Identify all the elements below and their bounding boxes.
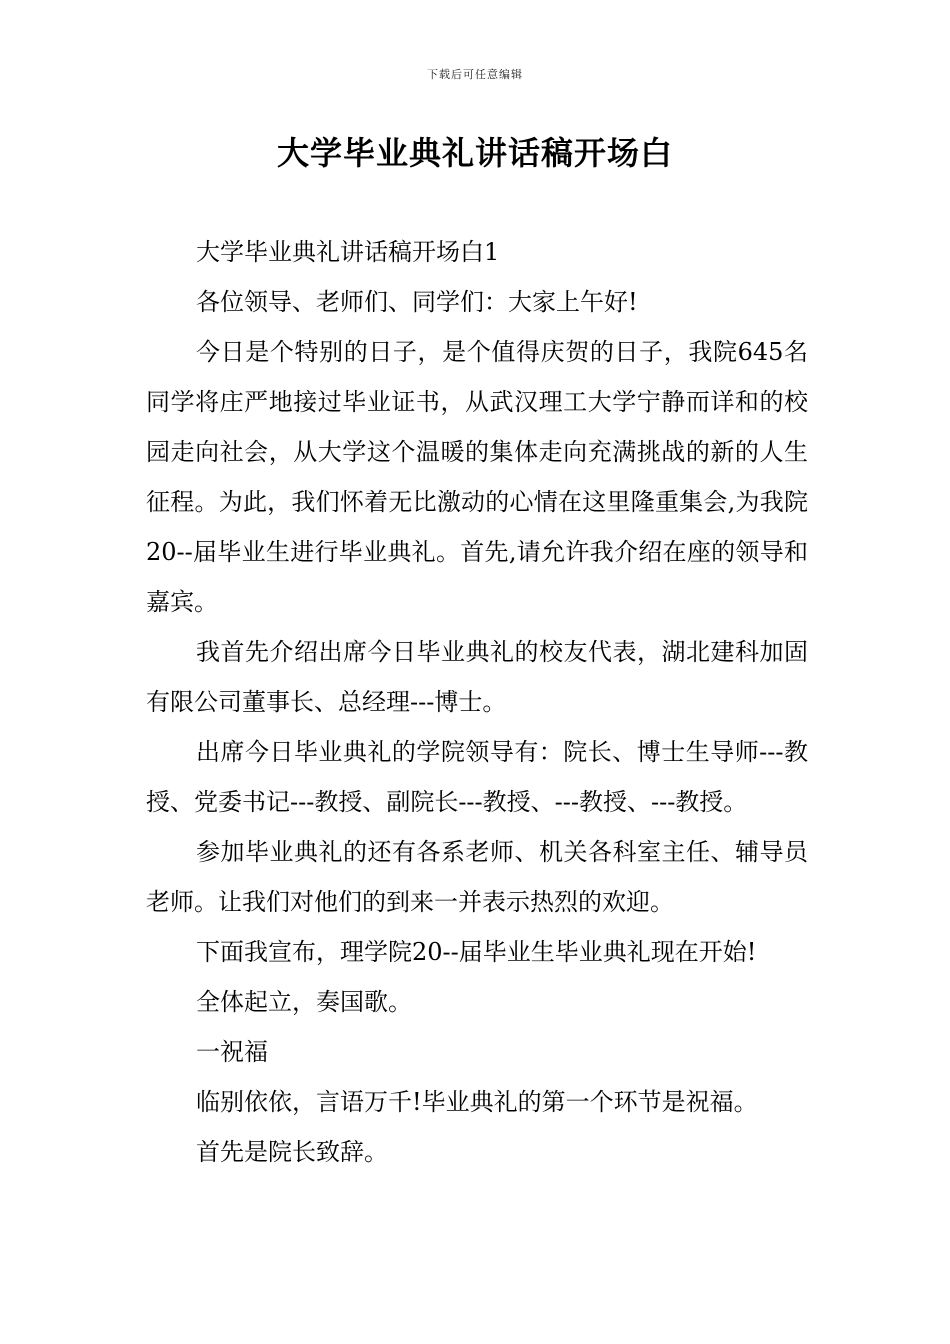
paragraph-dean-speech: 首先是院长致辞。: [196, 1138, 388, 1166]
paragraph-leaders-intro: 出席今日毕业典礼的学院领导有：院长、博士生导师---教授、党委书记---教授、副院长---教授、---教授、---教授。: [146, 738, 808, 816]
paragraph-announcement: 下面我宣布，理学院20--届毕业生毕业典礼现在开始!: [196, 938, 757, 966]
document-body: [146, 227, 808, 1177]
paragraph-section-blessing: 一祝福: [196, 1038, 268, 1066]
document-title: 大学毕业典礼讲话稿开场白: [276, 134, 673, 172]
paragraph-alumni-intro: 我首先介绍出席今日毕业典礼的校友代表，湖北建科加固有限公司董事长、总经理---博士。: [146, 638, 808, 716]
paragraph-greeting: 各位领导、老师们、同学们：大家上午好!: [196, 288, 638, 316]
paragraph-blessing-intro: 临别依依，言语万千!毕业典礼的第一个环节是祝福。: [196, 1088, 758, 1116]
header-note: 下载后可任意编辑: [427, 68, 523, 81]
paragraph-anthem: 全体起立，奏国歌。: [196, 988, 412, 1016]
paragraph-teachers-intro: 参加毕业典礼的还有各系老师、机关各科室主任、辅导员老师。让我们对他们的到来一并表示热烈的欢迎。: [146, 838, 808, 916]
paragraph-opening: 今日是个特别的日子，是个值得庆贺的日子，我院645名同学将庄严地接过毕业证书，从武汉理工大学宁静而详和的校园走向社会，从大学这个温暖的集体走向充满挑战的新的人生征程。为此，我们怀着无比激动的心情在这里隆重集会,为我院20--届毕业生进行毕业典礼。首先,请允许我介绍在座的领导和嘉宾。: [146, 338, 808, 616]
paragraph-heading: 大学毕业典礼讲话稿开场白1: [196, 238, 500, 266]
